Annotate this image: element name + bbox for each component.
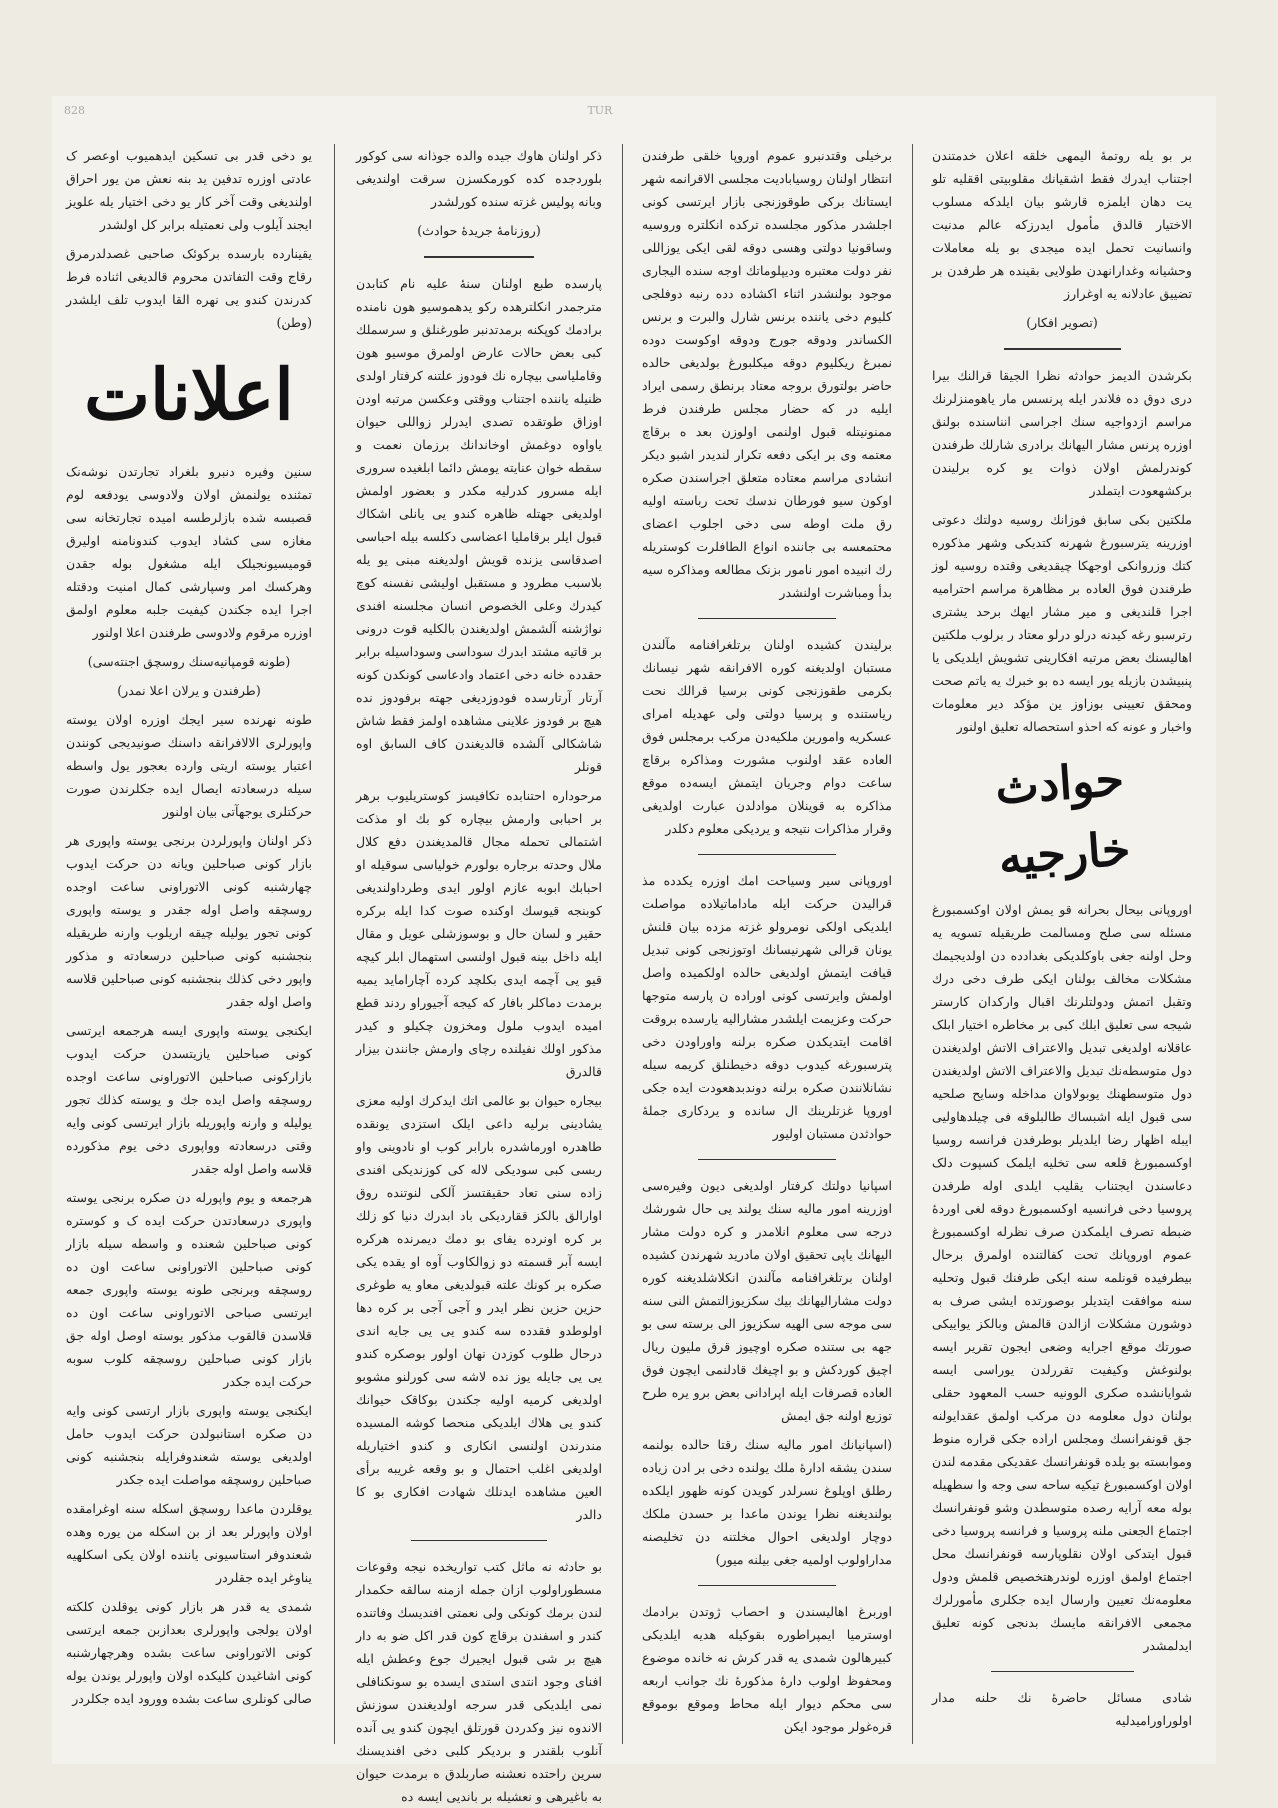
article-paragraph: یقینارده بارسده برکوئک صاحبی غصدلدرمرق رقاج وقت التفاتدن محروم قالدیغی اثناده فرط کدرندن کندو یی نهره القا ایدوب تلف ایلشدر (وطن) (66, 246, 312, 330)
column-4 (932, 144, 1192, 1744)
section-rule (991, 1671, 1134, 1672)
article-paragraph: مرحوداره احتنابده تکافیسز کوستریلیوب برهر بر احبابی وارمش بیچاره کو بك او مذکت اشتمالی تحمله مجال قالمدیغندن دفع کلال ملال وحدته برجاره بولورم خولیاسی سوقیله او احبابك ابوبه عازم اولور ایدی وطرداولندیغی کوبنجه قیوسك اوکنده صوت کدا ایله برکره حقیر و لسان حال و بوسوزشلی عویل و مقال ایله داخل بینه قبول اولنسی استهمال ابلر کیچه قیو یی آچمه ایدی بکلچد کرده آچاراماید یمیه برمدت دماکلر بافار که کیجه آجیوراو ردند قطع امیده ایدوب ملول ومخزون چکیلو و کیدر مذکور اولك نفیلنده رچای وارمش جانندن بیزار قالدرق (356, 788, 602, 1079)
article-paragraph: اوروپانی بیحال بحرانه قو یمش اولان اوکسمبورغ مسئله سی صلح ومسالمت طریقیله تسویه یه وحل اولنه جغی باوکلدیکی بغدادده دن اولدیجیمك مشکلات مخالف بولنان ایکی طرف دخی درك وتقبل اتمش ودولتلرنك اقبال وارکدان کارستر شیجه سی تعلیق ابلك کبی بر مخاطره اختیار ابلک عاقلانه اولدیغی تبدیل والاعتراف الاتش اولدیغندن دول متوسطەنك تبدیل والاعتراف الاتش اولدیغندن دول متوسطهنك یوبولاوان مداخله وسایح صلحیه سی قبول ایله اشبساك طالبلوقه فی چیلدهاولیی ایبله اظهار رضا ایلدیلر بوطرفدن فرانسه روسیا اوکسمبورغ قلعه سی تخلیه ایلمک کسپوت دلک دعاسندن ایجتناب یقلیب ایلدی اوله طرفدن پروسیا دخی فرانسیه اوکسمبورغ دوقه لغی اوردهٔ ضبطه تصرف ایلمکدن صرف نظرله اوکسمبورغ عموم اوروپانك تحت کفالتنده اولمرق برحال بیطرفیده قونلمه سنه ایکی طرفنك قبول وتحلیه سنه موافقت ایتدیلر بوصورتده ایشی صرف به دوشورن مشکلات ازالدن قالمش وبالکز یواییکی صورتك موقع اجرایه وضعی ایجون تقریر ایسه بولنوغش وکیفیت تقررلدن یوراسی ایسه شوایانشده صکری الوونیه حسب المعهود حقلی بولنان دول معلومه دن مرکب اولمق عقدایولنه جق قونفرانسك ومجلس اراده جکی قراره منوط وموابسته بو یلده قونفرانسك عقدیکی مقدمه لندن اولان اوکسمبورغ تیکیه ساحه سی وجه وا سطهیله بوله معه آرایه رصده متوسطدن وشو قونفرانسك اجتماع الجعنى ملنه پروسیا و فرانسه پروسیا دخی قبول ایتدکی اولان نقلوپارسه قونفرانسك محل اجتماع اولمق اوزره لوندرهتخصیص قلمش ودول معلومەنك تعیین وارسال ایده جکلری مأمورلرك مجمعی الافرانقه مایسك بدنجی کونه تعلیق ایدلمشدر (932, 902, 1192, 1653)
section-rule (1004, 348, 1121, 350)
article-paragraph: اوربرغ اهالیسندن و احصاب ژوتدن برادمك اوسترمیا ایمپراطوره بقوکیله هدیه ایلدیکی کبیرهالون شمدی یه قدر کرش نه خانده موضوع ومحفوظ اولوب دارهٔ مذکورهٔ نك جوانب اربعه سی محکم دیوار ایله محاط وموقع بوموقع قرەغولر موجود ایکن (642, 1604, 892, 1734)
notice-subtitle: (طرفندن و یرلان اعلا نمدر) (117, 683, 261, 698)
section-rule (698, 854, 836, 855)
article-paragraph: بیجاره حیوان بو عالمی اتك ایدکرك اولیه معزی یشادینی برلیه داعی ایلک استزدی یونقده طاهدره اورماشدره بارابر کوب او نادوینی واو ربسی کبی سودیکی لاله کی کوزندیکی افندی زاده سنی تعاد حقیقتسز آلکی لنوتنده روق اوارالق بالکز ققاردیکی باد ابدرك دنیا کو زلك بر کره اونرده یفای بو دمك دیمرنده هرکره ایسه آبر قسمته دو زوالكاوب آوه او یقده یکی صکره بر کونك علته قبولدیغی معاو یه طوغری حزین حزین نظر ایدر و آجی آجی بر کره دها اولوطدو فقدده سه کندو یی یی جایه اندی درحال طلوب کوزدن نهان اولور بوصکره کندو یی یی جایله یوز نده لاشه سی کورلنو مشوبو اولدیغی کرمیه اولیه جکندن بوکاقک حیوانك کندو یی هلاك ایلدیکی منحصا کوشه المسیده مندرندن اولنسی انکاری و کندو اختیاریله اولدیغی اغلب احتمال و بو وقعه غریبه برأی العین مشاهده ایدنلك شهادت افکاری بو کا دالدر (356, 1093, 602, 1522)
column-divider (334, 144, 335, 1744)
section-rule (411, 1540, 546, 1541)
article-paragraph: یوقلردن ماعدا روسچق اسکله سنه اوغرامقده اولان واپورلر بعد از بن اسکله من یوره وهده شعندوفر استاسیونی یاننده اولان یکی اسکلهیه یناوغر ایده جقلردر (66, 1501, 312, 1585)
column-2 (356, 144, 602, 1804)
article-paragraph: سنین وفیره دنبرو بلغراد تجارتدن نوشەنک تمثنده یولنمش اولان ولادوسی یودفعه لوم قصبسه شده بازلرطسه امیده تجارتخانه سی مغازه سی کشاد ایدوب کندونامنه اولیرق قومیسیونجیلک ایله مشغول بوله جقدن وهرکسك امر وسپارشی کمال امنیت ودقتله اجرا ایده جکندن کیفیت جلبه معلوم اولمق اوزره مرقوم ولادوسی طرفندن اعلا اولنور (66, 464, 312, 640)
article-paragraph: برلیندن کشیده اولنان برتلغرافنامه مآلندن مستبان اولدیغنه کوره الافرانقه شهر نیسانك بکرمی طقوزنجی کونی برسیا قرالك نحت ریاستنده و پرسیا دولتی ولی عهدیله امرای عسکریه وامورین ملکیەدن مرکب برمجلس فوق العاده عقد اولنوب مشورت ومذاکره برقاچ ساعت دوام وجریان ایتمش ایسەده موقع مذاکره به قوینلان موادلدن عبارت اولدیغی وقرار مذاکرات نتیجه و یردیکی معلوم دکلدر (642, 637, 892, 836)
article-paragraph: یو دخی قدر بی تسکین ایدهمیوب اوعصر ک عادتی اوزره تدفین ید بنه نعش من یور احراق اولندیغی وقت آخر کار یو دخی اختیار یله علویز ایجند آیلوب ولی نعمتیله برابر کل اولشدر (66, 148, 312, 232)
newspaper-page (52, 96, 1216, 1804)
source-credit: (روزنامهٔ جریدهٔ حوادث) (417, 223, 541, 238)
section-heading-announcements: اعلانات (84, 353, 294, 436)
section-rule (698, 1585, 836, 1586)
article-paragraph: طونه نهرنده سیر ایجك اوزره اولان یوسته واپورلری الالافرانقه داسنك صونیدیجی کونندن اعتبار یوسته اریتی وارده بعجور یول واسطه سیله درسعادته ایصال ایده جکلرندن صورت حرکتلری یوجهآتی بیان اولنور (66, 712, 312, 819)
article-paragraph: شادی مسائل حاضرهٔ نك حلنه مدار اولوراورامیدلیه (932, 1690, 1192, 1728)
notice-title: (طونه قومپانیەسنك روسچق اجنتەسی) (87, 654, 291, 669)
article-paragraph: هرجمعه و یوم واپورله دن صکره برنجی یوسته واپوری درسعادتدن حرکت ایده ک و کوستره کونی صباحلین شعنده و واسطه سیله بازار کونی صباحلین الاتوراونی ساعت اون ده روسچقه وبرنجی طونه یوسته واپوری جمعه ایرتسی صباحی الاتوراونی ساعت اون ده قلاسدن قالقوب مذکور یوسته اوصل اوله جق بازار کونی صباحلین روسچقه کلوب سوبه حرکت ایده جکدر (66, 1190, 312, 1389)
column-divider (912, 144, 913, 1744)
section-heading-foreign-news: حوادث خارجیه (993, 751, 1132, 885)
section-rule (698, 1159, 836, 1160)
article-paragraph: بر بو یله روتمهٔ الیمهی خلقه اعلان خدمتندن اجتناب ایدرك فقط اشقیانك مقلوبیتی اققلیه تلو یت دهان ایلمزه قارشو بیان ایلدکه مسلوب الاختیار قالدق مأمول ایدرزکه عالم مدنیت وانسانیت تحمل ایده میجدی بو یله معاملات وحشیانه وغدارانهدن طولایی بقینده هر طرفدن بر تضییق عادلانه یه اوغرارز (932, 148, 1192, 301)
article-paragraph: اوروپانی سیر وسیاحت امك اوزره یکدده مذ قرالیدن حرکت ایله ماداماتیلاده مواصلت ایلدیکی اولکی نومرولو غزته مزده بیان قلنش یونان قرالی شهرنیسانك اوتوزنجی کونی تبدیل قیافت ایتمش اولدیغی حالده اولکمیده واصل اولمش وایرتسی کونی اوراده ن پارسه متوجها حرکت وعزیمت ایلشدر مشارالیه یارسده بروقت اقامت ایتدیکدن صکره برلنه واوراودن دخی پترسبورغه کیدوب دوقه دخیطنلق کریمه سیله نشانلانندن صکره برلنه دوندبدهعودت ایده جکی اوروپا غزتلرینك ال سانده و یردکاری جملهٔ حوادثدن مستبان اولیور (642, 873, 892, 1141)
running-title: TUR (587, 104, 613, 117)
article-paragraph: شمدی یه قدر هر بازار کونی یوقلدن کلکته اولان یولجی واپورلری بعدازبن جمعه ایرتسی کونی الاتوراونی ساعت بشده وهرچهارشنبه کونی اشاغیدن کلیکده اولان واپورلر یوندن یوله صالی کونلری ساعت بشده وورود ایده جکلردر (66, 1599, 312, 1706)
column-divider (622, 144, 623, 1744)
article-paragraph: ملکتین بکی سابق فوزانك روسیه دولتك دعوتی اوزرینه یترسبورغ شهرنه کتدیکی وشهر مذکوره کتك وزروانکی اوجهکا چیقدیغی وقتده روسیه لوز طرفندن فوق العاده بر مظاهرة مراسم احترامیه اجرا قلندیغی و میر مشار ایهك برحد یشتری رترسبو رغه کیدنه درلو درلو معتاد ر برلوب ملکتین اهالیسنك بعض مرتبه افکارینی تشویش ایلدیکی یا پنبیشدن بازیله یور ایسه ده بو خبرك یه یاتم صحت ومحقق تعیینی بوزاوز ین مؤکد دیر معلومات واخبار و عونه که احذو استحصاله تعلیق اولنور (932, 512, 1192, 734)
article-paragraph: بو حادثه نه ماثل کتب تواریخده نیجه وقوعات مسطوراولوب ازان جمله ازمنه سالقه حکمدار لندن برمك کونکی ولی نعمتی افندیسك وفاتنده کندر و اسفندن برقاچ کون قدر اکل ضو به دار هیچ بر شی قبول ایجیرك جوع وعطش ایله افنای وجود انتدی استدی ایسده بو سونکنافلی نمی ایلدیکی قدر سرجه اولدیغندن سوزنش الاندوه نیز وکدردن قورتلق ایچون کندو یی آنده آنلوب بلقندر و بردیکر کلبی دخی افندیسنك سرین راحتده نعشنه صاربلدق ه برمدت حیوان به باغیرهی و نعشیله بر باندیی ایسه ده (356, 1559, 602, 1804)
article-paragraph: ایکنجی یوسته واپوری بازار ارتسی کونی وایه دن صکره استانبولدن حرکت ایدوب حامل اولدیغی یوسته شعندوفرایله بنجشنبه کونی صباحلین روسچقه مواصلت ایده جکدر (66, 1403, 312, 1487)
article-paragraph: اسپانیا دولتك کرفتار اولدیغی دیون وفیرەسی اوزرینه امور مالیه سنك یولند یی حال شورشك درجه سی معلوم انلامدر و کره دولت مشار الیهانك یاپی تحقیق اولان مادرید شهرندن کشیده اولنان برتلغرافنامه مآلندن انکلاشلدیغنه کوره دولت مشارالیهانك بیك سکزیوزالتمش النی سنه سی موجه سی الهیه سکزیوز الی برسته سی بو جهه بی ستنده صکره اوچیوز قرق ملیون ریال اچیق کوردکش و بو اچیغك قادلنمی ایچون فوق العاده قصرفات ایله اپرادانی بعض برو یره طرح توزیع اولنه جق ایمش (642, 1178, 892, 1423)
source-credit: (تصویر افکار) (1026, 315, 1098, 330)
running-header (52, 104, 1216, 122)
column-1 (66, 144, 312, 1744)
article-paragraph: پارسده طبع اولنان سنهٔ علیه نام کتابدن مترجمدر انکلترهده رکو یدهموسیو هون نامنده برادمك کوپکنه برمدتدنبر طورغنلق و سرسملك کبی بعض حالات عارض اولمرق موسیو هون وقاملیاسی بیچاره نك فودوز علتنه کرفتار اولدی ظنیله یاننده اجتناب ووقتی وعکسن مرتبه اودن اوزاق طوتقده تصدی ایدرلر زواللی حیوان یاواوه دوغمش اوخاندانك برزمان نعمت و سقطه خوان عنایته یومش دائما ابلغیده سروری ایله مسرور کدرلیه مکدر و بعضور اولمش اولدیغی جهتله ظاهره کندو یی یانلی اشکاك قبول ایلر برقاملیا اعضاسی دکلسه بیله احباسی اصدقاسی یزنده قویش اولدیغنه مبنی یو یله بلاسبب مطرود و مستقبل اولیشی نفسنه کوچ کیدرك وعلی الخصوص انسان مجلسنه افندی نواژشنه آلشمش اولدیغندن بالکلیه قوت درونی بر قاتیه مشتد ابدرك سوداسی وسوداسیله برابر حقدده خانه دخی اعتماد وادعاسی کونکدن کونه آرتار آرتارسده فودوزدیغی جهته برفودوز نده هیچ بر فودوز علاینی مشاهده اولمز فقط شاش شاشکالی آلشده قالدیغندن کاف السابق اوه قونلر (356, 276, 602, 774)
page-number: 828 (64, 104, 85, 117)
article-paragraph: ذکر اولنان واپورلردن برنجی یوسته واپوری هر بازار کونی صباحلین ویانه دن حرکت ایدوب چهارشنبه کونی الاتوراونی ساعت اوجده روسچقه واصل اوله جقدر و یوسته واپوری کونی تجور یولیله چیقه اریلوب وارنه طریقیله بنجشنبه کونی صباحلین درسعادته و مذکور واپور دخی کذلك بنجشنبه کونی صباحلین قلاسه واصل اوله جقدر (66, 833, 312, 1009)
article-paragraph: (اسپانیانك امور مالیه سنك رقتا حالده بولنمه سندن یشقه ادارهٔ ملك یولنده دخی بر ادن زیاده رطلق اوپلوغ نسرلدر کویدن کونه ظهور ایلکده بولندیغنه نظرا یوندن ماعدا بر حسدن ملکك دوچار اولدیغی احوال مخلتنه دن تخلیصنه مداراولوب اولمیه جغی بیلنه میور) (642, 1437, 892, 1567)
article-paragraph: برخیلی وقتدنبرو عموم اوروپا خلقی طرفندن انتظار اولنان روسیابادیت مجلسی الاقرانمه شهر ایستانك برکی طوقوزنجی بازار ایرتسی کونی اجلشدر مذکور مجلسده ترکده انکلتره وروسیه وساقونیا دولتی وهسی دوقه لقی ایکی یوزاللی نفر دولت معتبره ودیپلوماتك اوجه سنده الیجاری موجود بولنشدر اثناء اکشاده دده رنبه دوفلجی کلیوم دخی یاننده برنس شارل والبرت و برنس الکساندر ودوقه جورج ودوقه اوکوست دوده نمبرغ ریکلیوم دوقه میکلبورغ بولدیغی حالده حاضر بولتورق بروجه معتاد برنطق رسمی ایراد ایلیه در که حضار مجلس طرفندن فرط ممنونیتله قبول اولنمی اولوزن بعد ه برقاچ معتمه وی بر ایکی دفعه تکرار لندیدر اشبو دیکر انشادی مراسم معتاده متعلق اجراسندن صکره اوکون سیو فورطان ندسك تحت رباسته اولیه رق ملت اوطه سی دخی اجلوب اعضای محتمعسه بی جاننده انواع الطافلرت کوستریله رك انبیده امور نامور بزنک مطالعه ومذاکره سیه بدأ ومباشرت اولنشدر (642, 148, 892, 600)
article-paragraph: ایکنجی یوسته واپوری ایسه هرجمعه ایرتسی کونی صباحلین یازیتسدن حرکت ایدوب بازارکونی صباحلین الاتوراونی ساعت اوجده روسچقه واصل ایده جك و یوسته کذلك تجور یولیله و وارنه واپوریله بازار ایرتسی کونی وایه وقتی درسعادته وواپوری دخی یوم مذکورده قلاسه واصل اوله جقدر (66, 1023, 312, 1176)
section-rule (698, 618, 836, 619)
section-rule (424, 256, 535, 258)
column-3 (642, 144, 892, 1744)
article-paragraph: بکرشدن الدیمز حوادثه نظرا الجیقا قرالنك بیرا دری دوق ده فلاندر ایله پرنسس مار یاهومنزلرنك مراسم ازدواجیه سنك اجراسی انناسنده بولنق اوزره پرنس مشار الیهانك برادری شارلك طرفندن کوندرلمش اولان ذوات یو کره برلیندن برکشهعودت ایتملدر (932, 368, 1192, 498)
article-paragraph: ذکر اولنان هاوك جیده والده جوذانه سی کوکور بلوردجده کده کورمکسزن سرقت اولندیغی وبانه پولیس غزته سنده کورلشدر (356, 148, 602, 209)
